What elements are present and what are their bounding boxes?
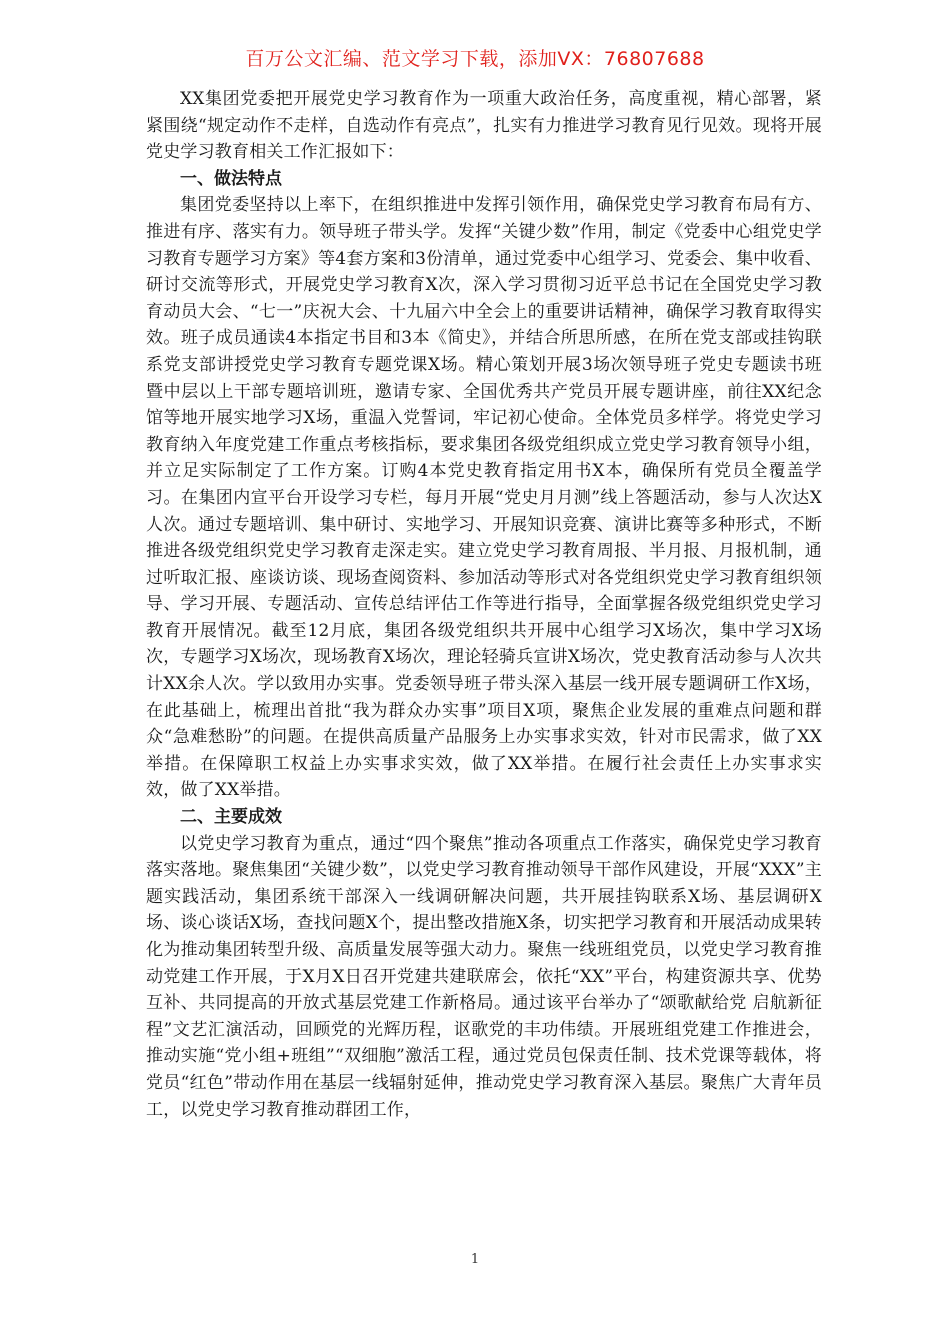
section-heading-results: 二、主要成效 [180,807,282,828]
document-body [146,86,822,1123]
section-body-results: 以党史学习教育为重点，通过“四个聚焦”推动各项重点工作落实，确保党史学习教育落实落地。聚焦集团“关键少数”，以党史学习教育推动领导干部作风建设，开展“XXX”主题实践活动，集团系统干部深入一线调研解决问题，共开展挂钩联系X场、基层调研X场、谈心谈话X场，查找问题X个，提出整改措施X条，切实把学习教育和开展活动成果转化为推动集团转型升级、高质量发展等强大动力。聚焦一线班组党员，以党史学习教育推动党建工作开展，于X月X日召开党建共建联席会，依托“XX”平台，构建资源共享、优势互补、共同提高的开放式基层党建工作新格局。通过该平台举办了“颂歌献给党 启航新征程”文艺汇演活动，回顾党的光辉历程，讴歌党的丰功伟绩。开展班组党建工作推进会，推动实施“党小组+班组”“双细胞”激活工程，通过党员包保责任制、技术党课等载体，将党员“红色”带动作用在基层一线辐射延伸，推动党史学习教育深入基层。聚焦广大青年员工，以党史学习教育推动群团工作， [146,833,822,1120]
page-number: 1 [470,1252,480,1267]
section-heading-methods: 一、做法特点 [180,168,282,189]
header-banner: 百万公文汇编、范文学习下载，添加VX：76807688 [245,48,705,70]
intro-paragraph: XX集团党委把开展党史学习教育作为一项重大政治任务，高度重视，精心部署，紧紧围绕“规定动作不走样，自选动作有亮点”，扎实有力推进学习教育见行见效。现将开展党史学习教育相关工作汇报如下： [146,89,822,163]
section-body-methods: 集团党委坚持以上率下，在组织推进中发挥引领作用，确保党史学习教育布局有方、推进有序、落实有力。领导班子带头学。发挥“关键少数”作用，制定《党委中心组党史学习教育专题学习方案》等4套方案和3份清单，通过党委中心组学习、党委会、集中收看、研讨交流等形式，开展党史学习教育X次，深入学习贯彻习近平总书记在全国党史学习教育动员大会、“七一”庆祝大会、十九届六中全会上的重要讲话精神，确保学习教育取得实效。班子成员通读4本指定书目和3本《简史》，并结合所思所感，在所在党支部或挂钩联系党支部讲授党史学习教育专题党课X场。精心策划开展3场次领导班子党史专题读书班暨中层以上干部专题培训班，邀请专家、全国优秀共产党员开展专题讲座，前往XX纪念馆等地开展实地学习X场，重温入党誓词，牢记初心使命。全体党员多样学。将党史学习教育纳入年度党建工作重点考核指标，要求集团各级党组织成立党史学习教育领导小组，并立足实际制定了工作方案。订购4本党史教育指定用书X本，确保所有党员全覆盖学习。在集团内宣平台开设学习专栏，每月开展“党史月月测”线上答题活动，参与人次达X人次。通过专题培训、集中研讨、实地学习、开展知识竞赛、演讲比赛等多种形式，不断推进各级党组织党史学习教育走深走实。建立党史学习教育周报、半月报、月报机制，通过听取汇报、座谈访谈、现场查阅资料、参加活动等形式对各党组织党史学习教育组织领导、学习开展、专题活动、宣传总结评估工作等进行指导，全面掌握各级党组织党史学习教育开展情况。截至12月底，集团各级党组织共开展中心组学习X场次，集中学习X场次，专题学习X场次，现场教育X场次，理论轻骑兵宣讲X场次，党史教育活动参与人次共计XX余人次。学以致用办实事。党委领导班子带头深入基层一线开展专题调研工作X场，在此基础上，梳理出首批“我为群众办实事”项目X项，聚焦企业发展的重难点问题和群众“急难愁盼”的问题。在提供高质量产品服务上办实事求实效，针对市民需求，做了XX举措。在保障职工权益上办实事求实效，做了XX举措。在履行社会责任上办实事求实效，做了XX举措。 [146,195,822,801]
